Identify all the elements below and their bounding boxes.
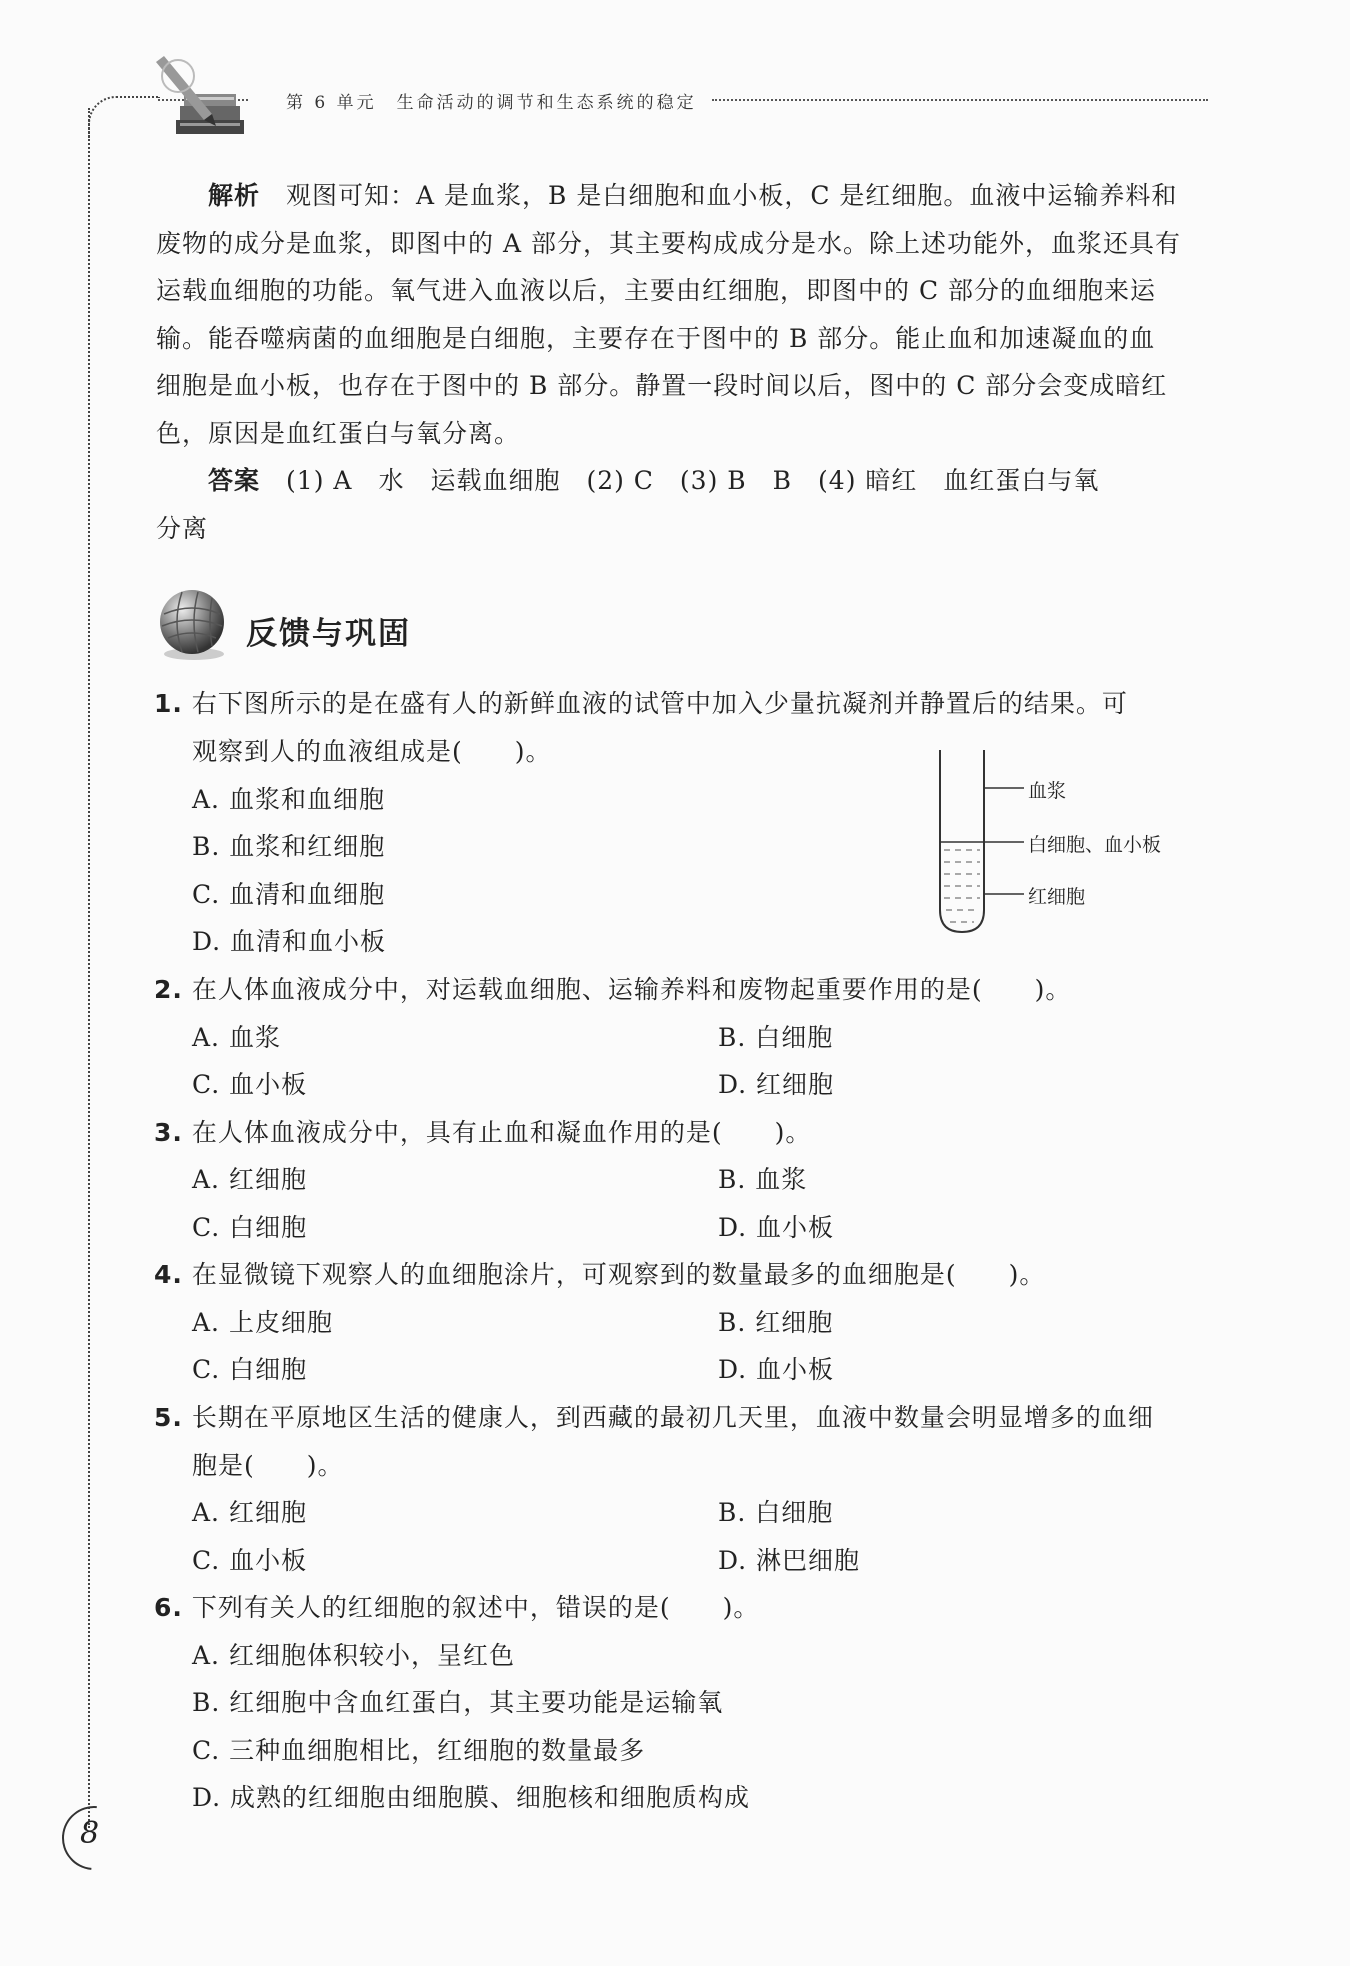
- question-2: [154, 970, 1071, 1006]
- option-d: D. 血小板: [718, 1213, 835, 1242]
- question-stem: 在人体血液成分中，具有止血和凝血作用的是( )。: [191, 1118, 812, 1147]
- answer-label: 答案: [208, 466, 261, 495]
- question-number: 6.: [154, 1593, 183, 1622]
- section-title: 反馈与巩固: [246, 616, 411, 652]
- answer-line: (1) A 水 运载血细胞 (2) C (3) B B (4) 暗红 血红蛋白与氧: [286, 466, 1100, 495]
- option-c: C. 三种血细胞相比，红细胞的数量最多: [192, 1736, 646, 1765]
- question-stem: 长期在平原地区生活的健康人，到西藏的最初几天里，血液中数量会明显增多的血细: [191, 1403, 1154, 1432]
- analysis-line: 细胞是血小板，也存在于图中的 B 部分。静置一段时间以后，图中的 C 部分会变成暗红: [156, 371, 1168, 400]
- option-c: C. 白细胞: [192, 1355, 308, 1384]
- header-rule-right: [712, 99, 1208, 101]
- test-tube-diagram: [930, 750, 990, 940]
- question-1: [154, 684, 1128, 720]
- option-c: C. 血小板: [192, 1546, 308, 1575]
- option-a: A. 血浆和血细胞: [192, 785, 385, 814]
- option-a: A. 血浆: [192, 1023, 281, 1052]
- option-c: C. 白细胞: [192, 1213, 308, 1242]
- question-3: [154, 1113, 811, 1149]
- unit-title: 第 6 单元 生命活动的调节和生态系统的稳定: [286, 93, 697, 113]
- diagram-leader-lines: [984, 780, 1024, 900]
- option-d: D. 成熟的红细胞由细胞膜、细胞核和细胞质构成: [192, 1783, 751, 1812]
- question-number: 4.: [154, 1260, 183, 1289]
- question-number: 3.: [154, 1118, 183, 1147]
- label-rbc: 红细胞: [1028, 886, 1086, 908]
- label-plasma: 血浆: [1028, 780, 1067, 802]
- question-4: [154, 1255, 1045, 1291]
- option-d: D. 淋巴细胞: [718, 1546, 861, 1575]
- analysis-line: 观图可知：A 是血浆，B 是白细胞和血小板，C 是红细胞。血液中运输养料和: [286, 181, 1178, 210]
- option-d: D. 红细胞: [718, 1070, 835, 1099]
- question-number: 2.: [154, 975, 183, 1004]
- option-a: A. 上皮细胞: [192, 1308, 333, 1337]
- globe-icon: [152, 584, 232, 664]
- option-c: C. 血清和血细胞: [192, 880, 386, 909]
- option-b: B. 白细胞: [718, 1023, 834, 1052]
- option-c: C. 血小板: [192, 1070, 308, 1099]
- question-stem: 在人体血液成分中，对运载血细胞、运输养料和废物起重要作用的是( )。: [191, 975, 1072, 1004]
- question-stem: 下列有关人的红细胞的叙述中，错误的是( )。: [191, 1593, 760, 1622]
- option-d: D. 血清和血小板: [192, 927, 387, 956]
- page-border-left: [88, 108, 90, 1828]
- question-number: 5.: [154, 1403, 183, 1432]
- analysis-line: 废物的成分是血浆，即图中的 A 部分，其主要构成成分是水。除上述功能外，血浆还具有: [156, 228, 1181, 258]
- analysis-line: 色，原因是血红蛋白与氧分离。: [156, 418, 521, 448]
- question-stem: 在显微镜下观察人的血细胞涂片，可观察到的数量最多的血细胞是( )。: [191, 1260, 1046, 1289]
- option-a: A. 红细胞: [192, 1498, 307, 1527]
- page-number: 8: [80, 1816, 100, 1851]
- option-b: B. 红细胞中含血红蛋白，其主要功能是运输氧: [192, 1688, 724, 1717]
- analysis-line: 输。能吞噬病菌的血细胞是白细胞，主要存在于图中的 B 部分。能止血和加速凝血的血: [156, 323, 1156, 353]
- question-stem: 右下图所示的是在盛有人的新鲜血液的试管中加入少量抗凝剂并静置后的结果。可: [191, 689, 1128, 718]
- option-b: B. 红细胞: [718, 1308, 834, 1337]
- question-number: 1.: [154, 689, 183, 718]
- question-stem: 胞是( )。: [192, 1451, 344, 1480]
- analysis-label: 解析: [208, 181, 261, 210]
- option-a: A. 红细胞体积较小，呈红色: [192, 1641, 515, 1670]
- option-b: B. 血浆: [718, 1165, 808, 1194]
- option-b: B. 血浆和红细胞: [192, 832, 386, 861]
- question-6: [154, 1588, 759, 1624]
- analysis-paragraph: [156, 172, 1208, 552]
- question-stem: 观察到人的血液组成是( )。: [192, 737, 552, 766]
- option-d: D. 血小板: [718, 1355, 835, 1384]
- label-wbc-platelets: 白细胞、血小板: [1028, 834, 1162, 856]
- books-logo-icon: [150, 54, 250, 144]
- option-a: A. 红细胞: [192, 1165, 307, 1194]
- answer-line: 分离: [156, 513, 209, 543]
- question-5: [154, 1398, 1154, 1434]
- option-b: B. 白细胞: [718, 1498, 834, 1527]
- analysis-line: 运载血细胞的功能。氧气进入血液以后，主要由红细胞，即图中的 C 部分的血细胞来运: [156, 276, 1157, 305]
